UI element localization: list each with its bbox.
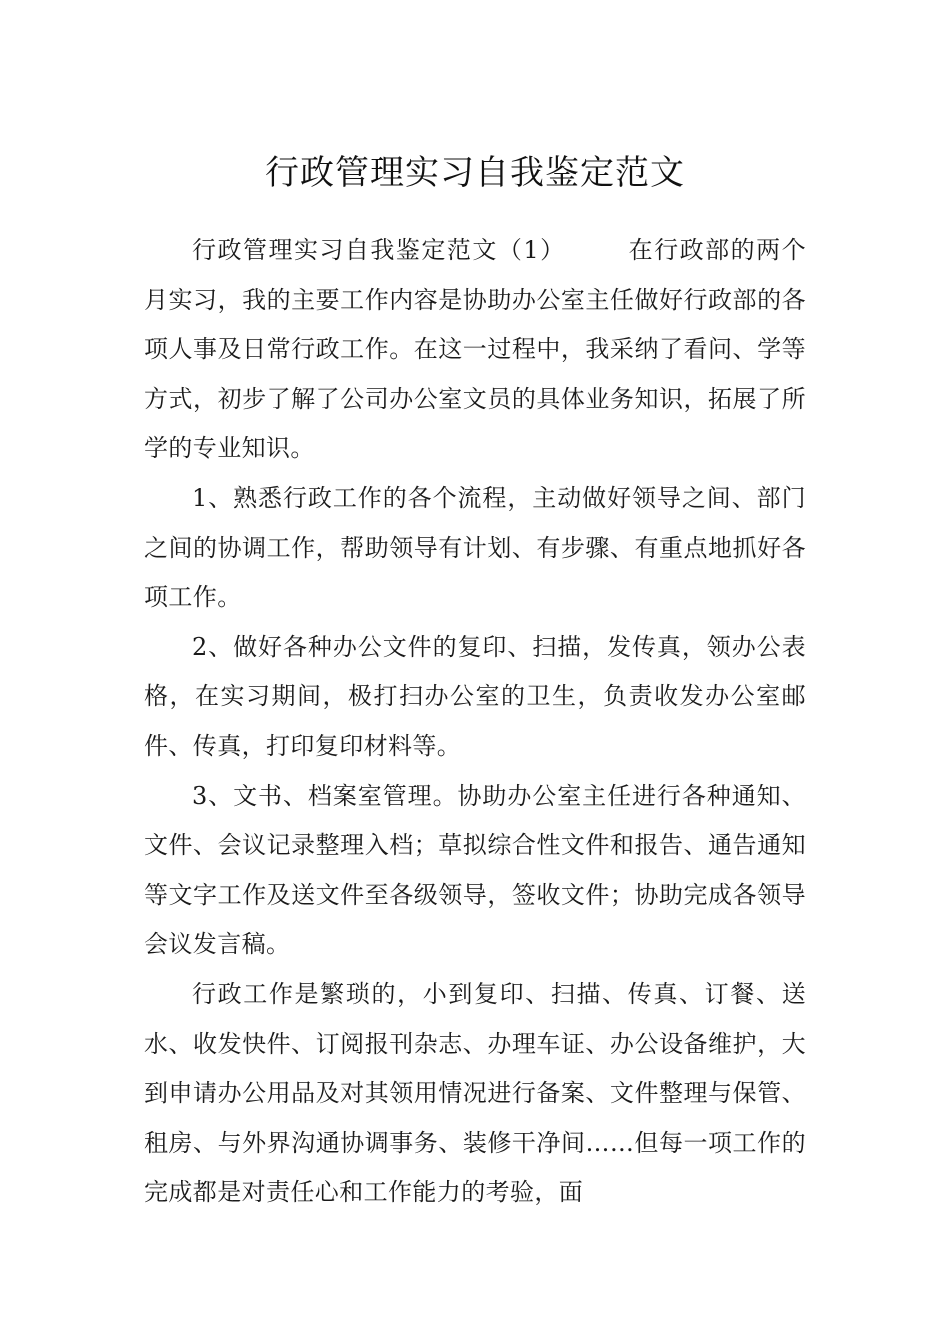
paragraph-text: 在行政部的两个月实习，我的主要工作内容是协助办公室主任做好行政部的各项人事及日常行政工作。在这一过程中，我采纳了看问、学等方式，初步了解了公司办公室文员的具体业务知识，拓展了所学的专业知识。	[144, 236, 806, 463]
paragraph-summary: 行政工作是繁琐的，小到复印、扫描、传真、订餐、送水、收发快件、订阅报刊杂志、办理车证、办公设备维护，大到申请办公用品及对其领用情况进行备案、文件整理与保管、租房、与外界沟通协调事务、装修干净间……但每一项工作的完成都是对责任心和工作能力的考验，面	[144, 979, 806, 1207]
paragraph-item-1: 1、熟悉行政工作的各个流程，主动做好领导之间、部门之间的协调工作，帮助领导有计划、有步骤、有重点地抓好各项工作。	[144, 483, 806, 612]
paragraph-intro	[144, 226, 806, 474]
paragraph-item-2: 2、做好各种办公文件的复印、扫描，发传真，领办公表格，在实习期间，极打扫办公室的卫生，负责收发办公室邮件、传真，打印复印材料等。	[144, 632, 806, 760]
paragraph-item-3: 3、文书、档案室管理。协助办公室主任进行各种通知、文件、会议记录整理入档；草拟综合性文件和报告、通告通知等文字工作及送文件至各级领导，签收文件；协助完成各领导会议发言稿。	[144, 781, 806, 959]
document-body	[144, 226, 806, 1218]
intro-heading: 行政管理实习自我鉴定范文（1）	[192, 236, 566, 264]
document-title: 行政管理实习自我鉴定范文	[265, 152, 685, 193]
